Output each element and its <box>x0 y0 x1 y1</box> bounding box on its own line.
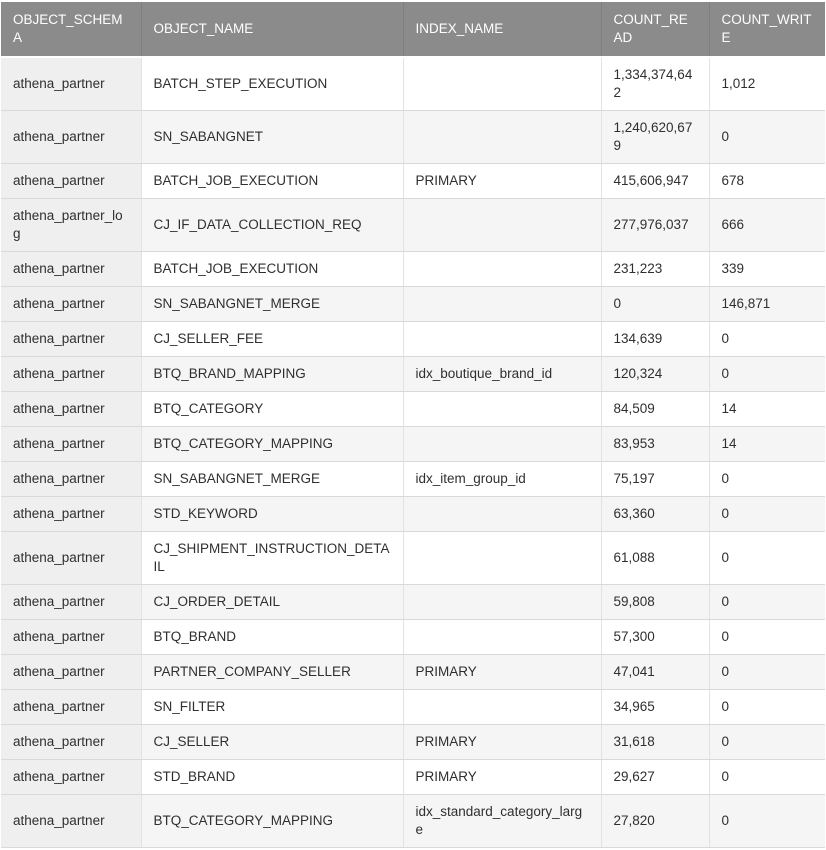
cell-index-name <box>403 57 601 111</box>
cell-count-write: 146,871 <box>709 287 825 322</box>
cell-object-schema: athena_partner <box>1 252 141 287</box>
cell-index-name <box>403 252 601 287</box>
column-header-object-name[interactable]: OBJECT_NAME <box>141 2 403 57</box>
cell-object-schema: athena_partner <box>1 497 141 532</box>
cell-count-read: 59,808 <box>601 585 709 620</box>
cell-object-schema: athena_partner_log <box>1 199 141 252</box>
header-row <box>1 2 825 57</box>
cell-count-write: 0 <box>709 322 825 357</box>
table-row <box>1 725 825 760</box>
cell-object-schema: athena_partner <box>1 111 141 164</box>
table-row <box>1 164 825 199</box>
cell-count-read: 47,041 <box>601 655 709 690</box>
cell-object-schema: athena_partner <box>1 357 141 392</box>
cell-count-read: 27,820 <box>601 795 709 848</box>
table-row <box>1 322 825 357</box>
cell-object-name: BTQ_BRAND_MAPPING <box>141 357 403 392</box>
cell-count-read: 83,953 <box>601 427 709 462</box>
cell-count-write: 0 <box>709 620 825 655</box>
cell-count-read: 31,618 <box>601 725 709 760</box>
table-row <box>1 111 825 164</box>
cell-object-name: SN_FILTER <box>141 690 403 725</box>
cell-object-schema: athena_partner <box>1 462 141 497</box>
cell-count-write: 0 <box>709 532 825 585</box>
cell-count-write: 14 <box>709 392 825 427</box>
cell-count-write: 666 <box>709 199 825 252</box>
cell-object-name: BATCH_JOB_EXECUTION <box>141 252 403 287</box>
cell-object-name: SN_SABANGNET_MERGE <box>141 462 403 497</box>
cell-object-name: STD_KEYWORD <box>141 497 403 532</box>
cell-object-name: STD_BRAND <box>141 760 403 795</box>
cell-count-write: 0 <box>709 585 825 620</box>
cell-count-read: 134,639 <box>601 322 709 357</box>
cell-object-name: BATCH_STEP_EXECUTION <box>141 57 403 111</box>
cell-count-read: 1,240,620,679 <box>601 111 709 164</box>
cell-index-name: idx_boutique_brand_id <box>403 357 601 392</box>
cell-count-write: 1,012 <box>709 57 825 111</box>
cell-index-name <box>403 620 601 655</box>
cell-count-read: 29,627 <box>601 760 709 795</box>
table-row <box>1 287 825 322</box>
cell-index-name: PRIMARY <box>403 164 601 199</box>
cell-count-write: 0 <box>709 462 825 497</box>
cell-index-name <box>403 497 601 532</box>
cell-object-schema: athena_partner <box>1 392 141 427</box>
cell-count-read: 120,324 <box>601 357 709 392</box>
cell-count-read: 415,606,947 <box>601 164 709 199</box>
table-body <box>1 57 825 848</box>
cell-index-name <box>403 199 601 252</box>
cell-index-name <box>403 322 601 357</box>
cell-count-read: 1,334,374,642 <box>601 57 709 111</box>
cell-object-schema: athena_partner <box>1 427 141 462</box>
cell-count-write: 339 <box>709 252 825 287</box>
cell-object-name: BTQ_CATEGORY_MAPPING <box>141 427 403 462</box>
cell-object-name: CJ_ORDER_DETAIL <box>141 585 403 620</box>
table-row <box>1 497 825 532</box>
table-row <box>1 427 825 462</box>
cell-count-write: 0 <box>709 111 825 164</box>
cell-object-schema: athena_partner <box>1 287 141 322</box>
table-row <box>1 252 825 287</box>
cell-count-write: 0 <box>709 357 825 392</box>
cell-count-read: 0 <box>601 287 709 322</box>
cell-object-name: SN_SABANGNET_MERGE <box>141 287 403 322</box>
cell-count-read: 63,360 <box>601 497 709 532</box>
cell-object-schema: athena_partner <box>1 57 141 111</box>
table-row <box>1 57 825 111</box>
cell-count-write: 14 <box>709 427 825 462</box>
table-row <box>1 532 825 585</box>
cell-index-name <box>403 287 601 322</box>
cell-object-schema: athena_partner <box>1 164 141 199</box>
table-row <box>1 462 825 497</box>
cell-object-schema: athena_partner <box>1 620 141 655</box>
cell-count-read: 57,300 <box>601 620 709 655</box>
cell-object-schema: athena_partner <box>1 795 141 848</box>
table-row <box>1 199 825 252</box>
table-row <box>1 795 825 848</box>
cell-count-read: 61,088 <box>601 532 709 585</box>
cell-object-schema: athena_partner <box>1 322 141 357</box>
table-row <box>1 392 825 427</box>
cell-index-name: idx_item_group_id <box>403 462 601 497</box>
table-row <box>1 585 825 620</box>
cell-count-read: 231,223 <box>601 252 709 287</box>
table-header <box>1 2 825 57</box>
cell-object-schema: athena_partner <box>1 690 141 725</box>
cell-count-write: 0 <box>709 795 825 848</box>
cell-index-name <box>403 532 601 585</box>
cell-count-write: 0 <box>709 760 825 795</box>
cell-object-schema: athena_partner <box>1 760 141 795</box>
results-table <box>1 2 825 848</box>
cell-index-name: PRIMARY <box>403 760 601 795</box>
cell-index-name: idx_standard_category_large <box>403 795 601 848</box>
cell-count-write: 0 <box>709 725 825 760</box>
cell-index-name <box>403 690 601 725</box>
cell-object-schema: athena_partner <box>1 655 141 690</box>
cell-count-read: 277,976,037 <box>601 199 709 252</box>
cell-object-name: CJ_SELLER_FEE <box>141 322 403 357</box>
cell-index-name <box>403 111 601 164</box>
cell-index-name: PRIMARY <box>403 725 601 760</box>
cell-object-name: BTQ_CATEGORY_MAPPING <box>141 795 403 848</box>
cell-count-write: 0 <box>709 497 825 532</box>
cell-index-name <box>403 585 601 620</box>
column-header-count-read[interactable]: COUNT_READ <box>601 2 709 57</box>
cell-count-read: 34,965 <box>601 690 709 725</box>
column-header-index-name[interactable]: INDEX_NAME <box>403 2 601 57</box>
table-row <box>1 655 825 690</box>
cell-count-write: 0 <box>709 690 825 725</box>
table-row <box>1 690 825 725</box>
cell-object-schema: athena_partner <box>1 532 141 585</box>
cell-object-name: BTQ_CATEGORY <box>141 392 403 427</box>
cell-index-name <box>403 427 601 462</box>
table-row <box>1 620 825 655</box>
cell-count-write: 678 <box>709 164 825 199</box>
column-header-count-write[interactable]: COUNT_WRITE <box>709 2 825 57</box>
cell-index-name: PRIMARY <box>403 655 601 690</box>
column-header-object-schema[interactable]: OBJECT_SCHEMA <box>1 2 141 57</box>
cell-count-read: 84,509 <box>601 392 709 427</box>
cell-object-schema: athena_partner <box>1 725 141 760</box>
cell-object-name: BTQ_BRAND <box>141 620 403 655</box>
cell-object-name: BATCH_JOB_EXECUTION <box>141 164 403 199</box>
cell-object-name: PARTNER_COMPANY_SELLER <box>141 655 403 690</box>
cell-object-name: CJ_SELLER <box>141 725 403 760</box>
cell-object-schema: athena_partner <box>1 585 141 620</box>
cell-index-name <box>403 392 601 427</box>
cell-count-read: 75,197 <box>601 462 709 497</box>
cell-object-name: CJ_SHIPMENT_INSTRUCTION_DETAIL <box>141 532 403 585</box>
cell-count-write: 0 <box>709 655 825 690</box>
table-row <box>1 357 825 392</box>
table-row <box>1 760 825 795</box>
cell-object-name: CJ_IF_DATA_COLLECTION_REQ <box>141 199 403 252</box>
cell-object-name: SN_SABANGNET <box>141 111 403 164</box>
